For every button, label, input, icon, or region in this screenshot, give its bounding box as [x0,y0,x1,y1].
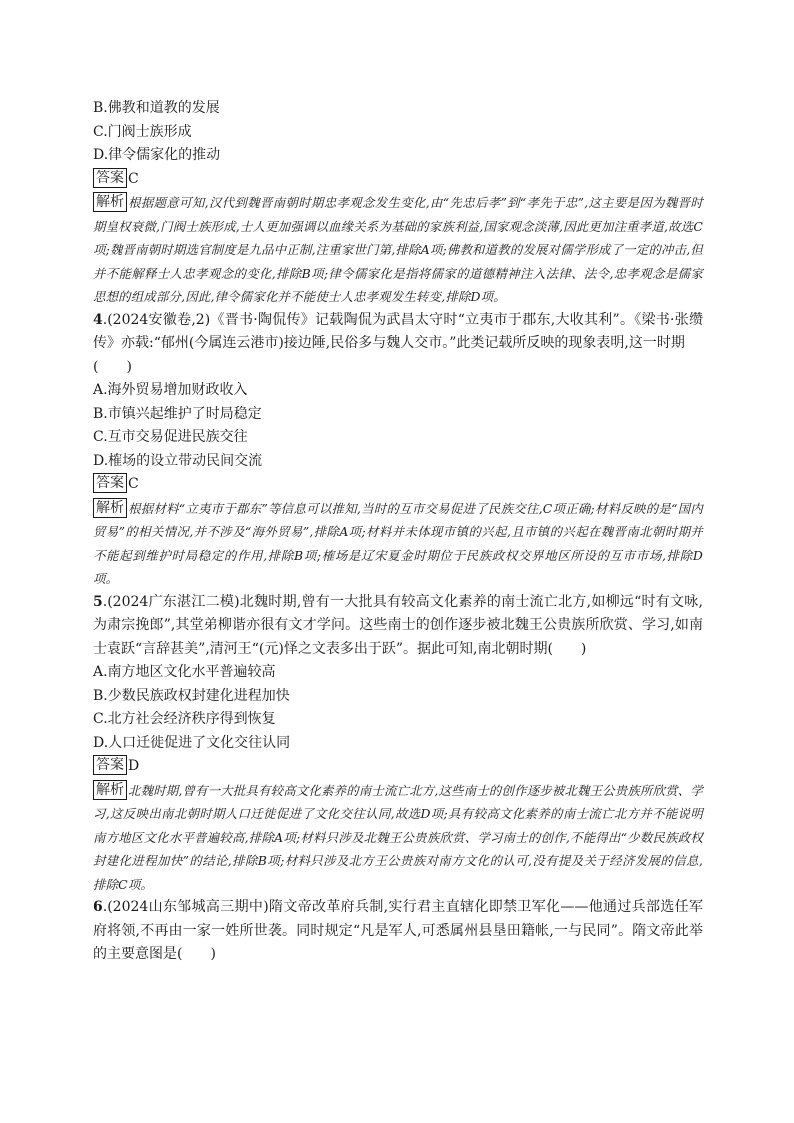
answer-value: D [128,758,140,774]
analysis-text: 根据材料“立夷市于郡东”等信息可以推知,当时的互市交易促进了民族交往,C项正确;材料反映的是“国内贸易”的相关情况,并不涉及“海外贸易”,排除A项;材料并未体现市镇的兴起,且市镇的兴起在魏晋南北朝时期并不能起到维护时局稳定的作用,排除B项;榷场是辽宋夏金时期位于民族政权交界地区所设的互市市场,排除D项。 [93,500,703,586]
question-text: .(2024广东湛江二模)北魏时期,曾有一大批具有较高文化素养的南士流亡北方,如柳远“时有文咏,为肃宗挽郎”,其堂弟柳谐亦很有文才学问。这些南士的创作逐步被北魏王公贵族所欣赏、学习,如南士袁跃“言辞甚美”,清河王“(元)怿之文表多出于跃”。据此可知,南北朝时期( ) [93,593,703,657]
option-a: A.海外贸易增加财政收入 [93,382,248,398]
question-number: 4 [93,311,103,328]
option-d: D.人口迁徙促进了文化交往认同 [93,734,291,751]
option-b: B.市镇兴起维护了时局稳定 [93,405,262,422]
option-b: B.少数民族政权封建化进程加快 [93,687,290,704]
analysis-tag: 解析 [93,780,127,800]
answer-row [93,168,703,192]
option-d: D.律令儒家化的推动 [93,147,221,163]
analysis-text: 根据题意可知,汉代到魏晋南朝时期忠孝观念发生变化,由“先忠后孝”到“孝先于忠”,这主要是因为魏晋时期皇权衰微,门阀士族形成,士人更加强调以血缘关系为基础的家族利益,国家观念淡薄,因此更加注重孝道,故选C项;魏晋南朝时期选官制度是九品中正制,注重家世门第,排除A项;佛教和道教的发展对儒学形成了一定的冲击,但并不能解释士人忠孝观念的变化,排除B项;律令儒家化是指将儒家的道德精神注入法律、法令,忠孝观念是儒家思想的组成部分,因此,律令儒家化并不能使士人忠孝观发生转变,排除D项。 [93,195,703,304]
analysis-tag: 解析 [93,498,127,518]
answer-value: C [128,170,139,187]
option-a: A.南方地区文化水平普遍较高 [93,664,276,680]
question-5-stem [93,591,703,662]
answer-value: C [128,476,139,492]
question-number: 5 [93,593,103,610]
answer-tag: 答案 [93,168,127,188]
question-text: .(2024山东邹城高三期中)隋文帝改革府兵制,实行君主直辖化即禁卫军化——他通过兵部选任军府将领,不再由一家一姓所世袭。同时规定“凡是军人,可悉属州县垦田籍帐,一与民同”。隋文帝此举的主要意图是( ) [93,899,703,962]
analysis-text: 北魏时期,曾有一大批具有较高文化素养的南士流亡北方,这些南士的创作逐步被北魏王公贵族所欣赏、学习,这反映出南北朝时期人口迁徙促进了文化交往认同,故选D项;具有较高文化素养的南士流亡北方并不能说明南方地区文化水平普遍较高,排除A项;材料只涉及北魏王公贵族欣赏、学习南士的创作,不能得出“少数民族政权封建化进程加快”的结论,排除B项;材料只涉及北方王公贵族对南方文化的认可,没有提及关于经济发展的信息,排除C项。 [93,782,703,892]
answer-tag: 答案 [93,473,127,493]
question-4-stem [93,309,703,356]
option-d: D.榷场的设立带动民间交流 [93,452,263,469]
option-c: C.门阀士族形成 [93,123,192,140]
option-b: B.佛教和道教的发展 [93,100,220,116]
analysis-tag: 解析 [93,192,127,212]
answer-row [93,473,703,497]
question-4-blank: ( ) [93,358,132,375]
analysis-block [93,497,703,591]
option-c: C.互市交易促进民族交往 [93,429,248,445]
analysis-block [93,779,703,897]
question-6-stem [93,896,703,967]
question-text: .(2024安徽卷,2)《晋书·陶侃传》记载陶侃为武昌太守时“立夷市于郡东,大收其利”。《梁书·张缵传》亦载:“郁州(今属连云港市)接边陲,民俗多与魏人交市。”此类记载所反映的现象表明,这一时期 [93,311,703,351]
option-c: C.北方社会经济秩序得到恢复 [93,711,276,727]
question-number: 6 [93,899,103,915]
content-column [93,97,703,967]
analysis-block [93,191,703,309]
answer-row [93,755,703,779]
answer-tag: 答案 [93,755,127,775]
